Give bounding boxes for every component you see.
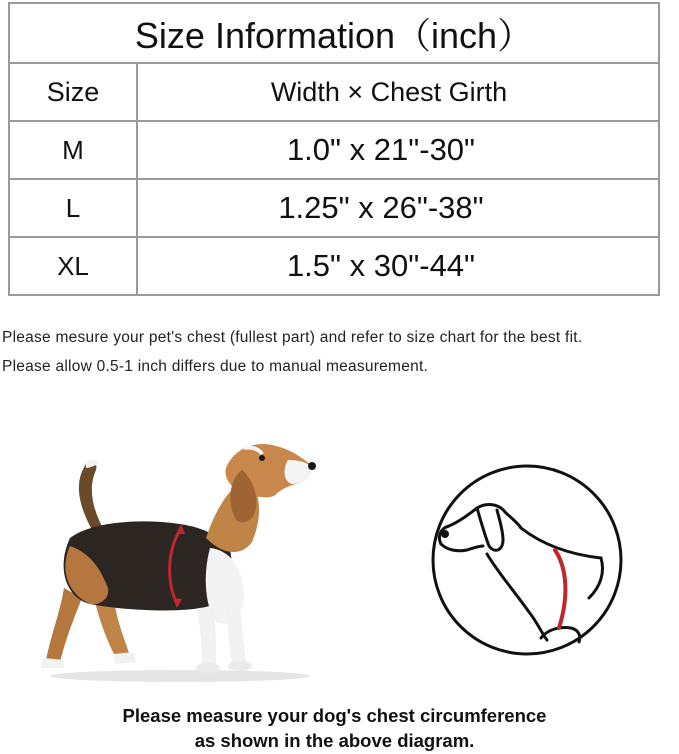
header-dimension: Width × Chest Girth xyxy=(270,76,508,107)
size-table-title-row xyxy=(10,4,658,62)
measure-note: Please mesure your pet's chest (fullest part) and refer to size chart for the best fit. xyxy=(2,329,583,346)
caption-line-2: as shown in the above diagram. xyxy=(194,730,475,751)
size-table xyxy=(8,2,660,296)
row-dimension-xl: 1.5" x 30"-44" xyxy=(286,248,476,283)
row-size-l: L xyxy=(10,180,138,236)
table-row xyxy=(10,120,658,178)
row-dimension-l: 1.25" x 26"-38" xyxy=(278,190,484,225)
header-size: Size xyxy=(10,64,138,120)
tolerance-note: Please allow 0.5-1 inch differs due to manual measurement. xyxy=(2,358,429,375)
size-table-title: Size Information（inch） xyxy=(134,14,534,56)
caption-line-1: Please measure your dog's chest circumference xyxy=(122,705,547,726)
row-size-m: M xyxy=(10,122,138,178)
table-row xyxy=(10,236,658,294)
dog-outline-diagram-icon xyxy=(429,462,625,658)
row-dimension-m: 1.0" x 21"-30" xyxy=(286,132,476,167)
table-row xyxy=(10,178,658,236)
size-table-header-row xyxy=(10,62,658,120)
row-size-xl: XL xyxy=(10,238,138,294)
dog-photo-illustration xyxy=(30,438,320,686)
